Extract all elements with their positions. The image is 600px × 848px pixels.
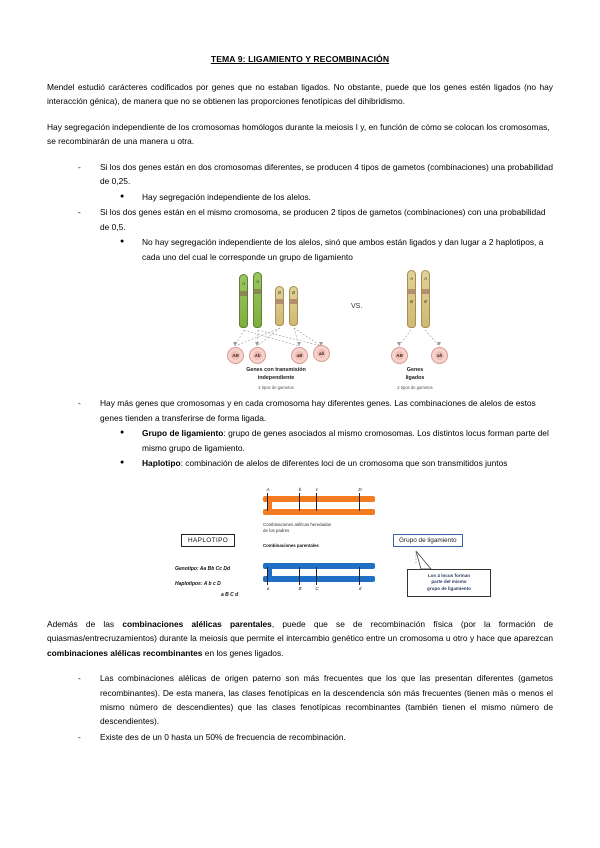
term-definition: : combinación de alelos de diferentes loci de un cromosoma que son transmitidos juntos bbox=[180, 458, 508, 469]
list-item-text bbox=[142, 426, 553, 455]
haplotipo-box: HAPLOTIPO bbox=[181, 534, 235, 547]
callout-line-2: parte del mismo bbox=[431, 579, 467, 585]
genotipo-label: Genotipo: Aa Bb Cc Dd bbox=[175, 565, 231, 572]
list-item bbox=[47, 235, 553, 264]
haplotipos-label: Haplotipos: A b c D bbox=[175, 580, 221, 587]
figure-haplotype bbox=[47, 477, 553, 607]
locus-label-bottom-3: C bbox=[315, 585, 319, 591]
note-combinaciones-parentales: Combinaciones parentales bbox=[263, 542, 319, 548]
list-item bbox=[47, 160, 553, 189]
list-item-text bbox=[142, 456, 553, 471]
list-item-text: Hay más genes que cromosomas y en cada cromosoma hay diferentes genes. Las combinaciones de alelos de estos genes tienden a transferirse de forma ligada. bbox=[100, 398, 536, 423]
list-item bbox=[47, 671, 553, 729]
note-line-1: Combinaciones alélicas heredadas bbox=[263, 521, 332, 527]
figure-subcaption-right: 2 tipos de gametos bbox=[397, 385, 433, 391]
list-item-text: Hay segregación independiente de los alelos. bbox=[142, 191, 312, 202]
list-item-text: No hay segregación independiente de los alelos, sinó que ambos están ligados y dan lugar a 2 haplotipos, a cada uno del cual le corresponde un grupo de ligamiento bbox=[142, 237, 544, 262]
gamete-label: ab bbox=[318, 351, 325, 357]
gamete-label: Ab bbox=[254, 353, 261, 359]
list-item bbox=[47, 190, 553, 205]
list-item-text: Si los dos genes están en el mismo cromosoma, se producen 2 tipos de gametos (combinaciones) con una probabilidad de 0,5. bbox=[100, 207, 546, 232]
bullet-dot-icon: ● bbox=[120, 459, 125, 467]
chromosome-right-1: A B bbox=[407, 270, 416, 328]
term-definition: : grupo de genes asociados al mismo cromosomas. Los distintos locus forman parte del mismo grupo de ligamiento. bbox=[142, 428, 549, 453]
gamete-label: aB bbox=[296, 353, 303, 359]
chromosome-right-2: A B bbox=[421, 270, 430, 328]
gamete-label: ab bbox=[436, 353, 443, 359]
paragraph-intro: Mendel estudió carácteres codificados por genes que no estaban ligados. No obstante, puede que los genes estén ligados (no hay interacción génica), de manera que no se obtienen las proporciones fenotípicas del dihibridismo. bbox=[47, 82, 553, 107]
gamete-connector-lines-right bbox=[199, 270, 499, 392]
chromosome-tan-1: B bbox=[275, 286, 284, 326]
text-lead-c: , puede que se de recombinación física (por la formación de quiasmas/entrecruzamientos) durante la meiosis que permite el intercambio genético entre un cromosoma u otro y hace que aparezcan bbox=[47, 618, 553, 644]
haplotipos-label-2: a B C d bbox=[221, 591, 239, 598]
paragraph-meiosis: Hay segregación independiente de los cromosomas homólogos durante la meiosis I y, en función de cómo se colocan los cromosomas, se recombinarán de una manera u otra. bbox=[47, 121, 550, 147]
text-lead-a: Además de las bbox=[47, 618, 123, 629]
vs-label: VS. bbox=[351, 303, 363, 311]
locus-label-top-1: A bbox=[266, 486, 270, 492]
grupo-ligamiento-box: Grupo de ligamiento bbox=[393, 534, 463, 547]
locus-label-top-3: c bbox=[315, 486, 319, 492]
dash-marker: - bbox=[78, 161, 81, 172]
locus-label-bottom-2: B bbox=[298, 585, 302, 591]
term-grupo-ligamiento: Grupo de ligamiento bbox=[142, 428, 224, 439]
figure-subcaption-left: 4 tipos de gametos bbox=[258, 385, 294, 391]
locus-label-bottom-4: d bbox=[358, 585, 362, 591]
callout-line-1: Los 4 locus forman bbox=[427, 572, 471, 578]
gamete-label: AB bbox=[396, 353, 403, 359]
term-recombinant-combinations: combinaciones alélicas recombinantes bbox=[47, 647, 203, 658]
figure-caption-right bbox=[377, 367, 453, 382]
locus-label-top-2: b bbox=[298, 486, 302, 492]
text-lead-e: en los genes ligados. bbox=[202, 647, 284, 658]
paragraph-recombination bbox=[47, 617, 553, 660]
callout-pointer bbox=[175, 477, 520, 607]
chromosome-tan-2: B bbox=[289, 286, 298, 326]
bullet-dot-icon: ● bbox=[120, 192, 125, 200]
page-title: TEMA 9: LIGAMIENTO Y RECOMBINACIÓN bbox=[210, 54, 390, 64]
caption-line-2: ligados bbox=[405, 374, 425, 381]
list-item bbox=[47, 396, 553, 425]
caption-line-1: Genes bbox=[406, 367, 424, 374]
dash-marker: - bbox=[78, 207, 81, 218]
caption-line-1: Genes con transmisión bbox=[246, 367, 306, 374]
note-line-2: de los padres bbox=[263, 527, 290, 533]
bullet-dot-icon: ● bbox=[120, 429, 125, 437]
dash-marker: - bbox=[78, 731, 81, 742]
figure-independent-vs-linked bbox=[47, 270, 553, 392]
dash-marker: - bbox=[78, 398, 81, 409]
term-parental-combinations: combinaciones alélicas parentales bbox=[122, 618, 272, 629]
list-item bbox=[47, 205, 553, 234]
list-item-text: Las combinaciones alélicas de origen paterno son más frecuentes que los que las presentan diferentes (gametos recombinantes). De esta manera, las clases fenotípicas en la descendencia són más frecuentes (tienen más o menos el mismo número de descendientes) que las clases fenotípicas recombinantes (también tienen el mismo número de descendientes). bbox=[100, 673, 553, 727]
term-haplotipo: Haplotipo bbox=[142, 458, 181, 469]
chromosome-green-2: A bbox=[253, 272, 262, 328]
dash-marker: - bbox=[78, 673, 81, 684]
list-item-text: Existe des de un 0 hasta un 50% de frecuencia de recombinación. bbox=[100, 731, 346, 742]
list-item-text: Si los dos genes están en dos cromosomas diferentes, se producen 4 tipos de gametos (combinaciones) una probabilidad de 0,25. bbox=[100, 161, 553, 187]
chromosome-green-1: A bbox=[239, 274, 248, 328]
locus-label-top-4: D bbox=[358, 486, 362, 492]
callout-line-3: grupo de ligamiento bbox=[427, 586, 471, 592]
list-item bbox=[47, 456, 553, 471]
list-item bbox=[47, 426, 553, 455]
caption-line-2: independiente bbox=[257, 374, 295, 381]
locus-label-bottom-1: a bbox=[266, 585, 270, 591]
list-item bbox=[47, 730, 553, 744]
bullet-dot-icon: ● bbox=[120, 238, 125, 246]
gamete-label: AB bbox=[232, 353, 239, 359]
